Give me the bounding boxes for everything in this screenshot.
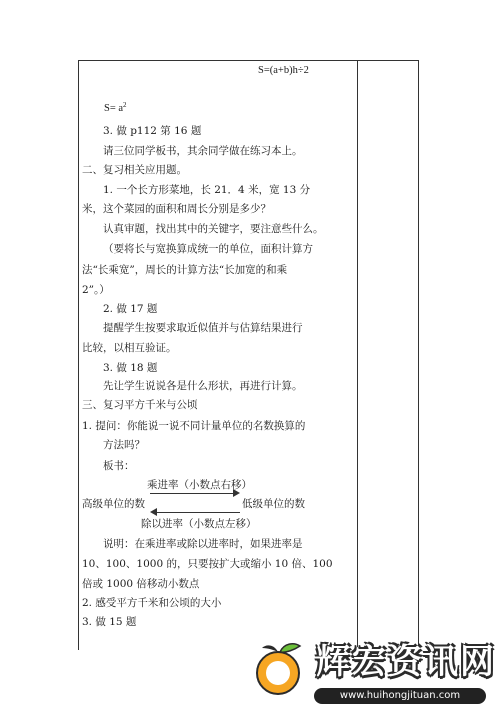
remind-line-2: 比较，以相互验证。: [82, 342, 177, 354]
explain-line-2: 10、100、1000 的，只要按扩大或缩小 10 倍、100: [82, 558, 333, 570]
question-1-line-2: 米，这个菜园的面积和周长分别是多少？: [82, 203, 271, 215]
orange-fruit-logo-icon: [250, 640, 308, 698]
question-1-line-1: 1. 一个长方形菜地，长 21．4 米，宽 13 分: [103, 184, 311, 196]
explain-line-3: 倍或 1000 倍移动小数点: [82, 578, 200, 590]
note-line-2: 法“长乘宽”，周长的计算方法“长加宽的和乘: [82, 264, 288, 276]
divide-arrow-line: [156, 512, 240, 513]
ask-line-2: 方法吗？: [103, 439, 145, 451]
high-unit-label: 高级单位的数: [82, 498, 145, 510]
square-formula: [104, 102, 127, 116]
multiply-rate-label: 乘进率（小数点右移）: [147, 479, 252, 491]
item-three-students: 请三位同学板书，其余同学做在练习本上。: [103, 145, 303, 157]
table-right-border: [418, 60, 419, 650]
multiply-arrow-head: [233, 489, 240, 497]
shape-first: 先让学生说说各是什么形状，再进行计算。: [103, 380, 303, 392]
ask-line-1: 1. 提问：你能说一说不同计量单位的名数换算的: [82, 420, 306, 432]
multiply-arrow-line: [150, 493, 234, 494]
item-do-15: 3. 做 15 题: [82, 616, 137, 628]
table-top-border: [78, 60, 418, 61]
item-feel-size: 2. 感受平方千米和公顷的大小: [82, 597, 222, 609]
divide-rate-label: 除以进率（小数点左移）: [141, 518, 257, 530]
item-do-p112: 3. 做 p112 第 16 题: [103, 125, 202, 137]
low-unit-label: 低级单位的数: [242, 498, 305, 510]
watermark-url: www.huihongjituan.com: [314, 688, 486, 704]
remind-line-1: 提醒学生按要求取近似值并与估算结果进行: [103, 322, 303, 334]
item-do-18: 3. 做 18 题: [103, 362, 158, 374]
square-formula-base: S= a: [104, 103, 124, 114]
table-column-divider: [357, 60, 358, 650]
board-label: 板书：: [103, 460, 135, 472]
trapezoid-formula: S=(a+b)h÷2: [258, 65, 309, 76]
item-do-17: 2. 做 17 题: [103, 303, 158, 315]
section-2-heading: 二、复习相关应用题。: [82, 164, 187, 176]
read-carefully: 认真审题，找出其中的关键字，要注意些什么。: [103, 223, 324, 235]
watermark: [246, 634, 498, 707]
explain-line-1: 说明：在乘进率或除以进率时，如果进率是: [103, 538, 303, 550]
watermark-title: 辉宏资讯网: [316, 642, 496, 682]
section-3-heading: 三、复习平方千米与公顷: [82, 399, 198, 411]
note-line-3: 2”。）: [82, 284, 110, 296]
note-line-1: （要将长与宽换算成统一的单位，面积计算方: [103, 243, 313, 255]
table-left-border: [78, 60, 79, 650]
square-formula-exponent: 2: [123, 101, 127, 109]
